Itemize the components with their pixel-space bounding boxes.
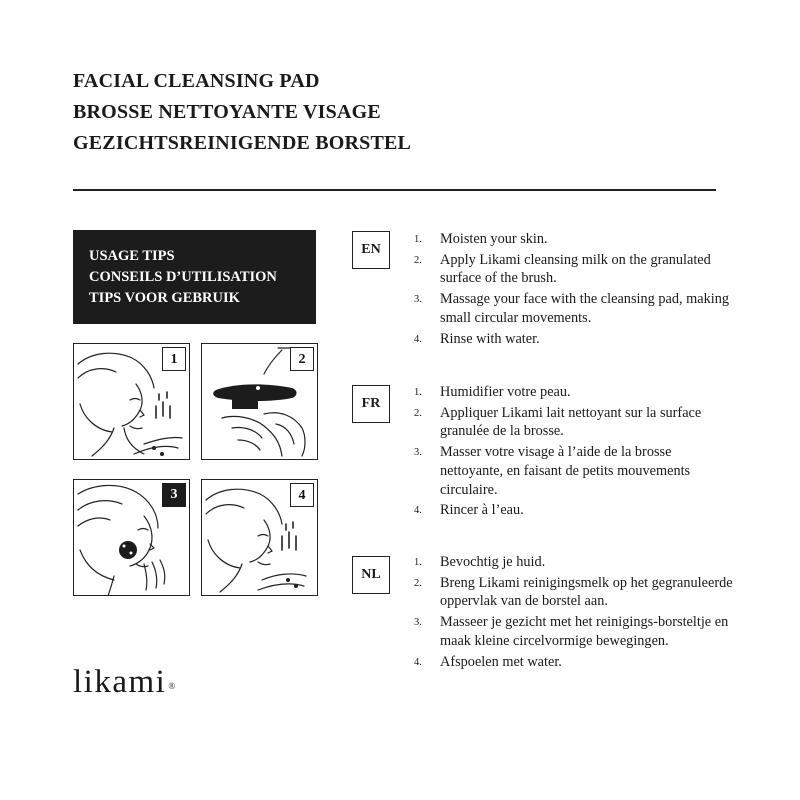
step-number-badge: 4 [290,483,314,507]
steps-list-en [414,230,734,350]
step-illustration-1 [73,343,190,460]
step-number-badge: 3 [162,483,186,507]
usage-tips-box [73,230,316,324]
list-item: 4. Afspoelen met water. [414,653,562,670]
list-item: 4. Rincer à l’eau. [414,502,524,519]
language-code-en: EN [352,231,390,269]
list-item: 3. Masseer je gezicht met het reinigings-borsteltje en maak kleine circelvormige bewegingen. [414,614,729,649]
usage-tips-nl: TIPS VOOR GEBRUIK [89,290,240,306]
list-item: 3. Massage your face with the cleansing pad, making small circular movements. [414,291,730,326]
step-number-badge: 2 [290,347,314,371]
language-code-nl: NL [352,556,390,594]
list-item: 1. Humidifier votre peau. [414,384,571,400]
list-item: 1. Moisten your skin. [414,231,548,247]
document-titles [73,66,411,159]
list-item: 3. Masser votre visage à l’aide de la brosse nettoyante, en faisant de petits mouvements circulaire. [414,444,691,498]
title-fr: BROSSE NETTOYANTE VISAGE [73,101,381,123]
step-number-badge: 1 [162,347,186,371]
title-divider [73,189,716,191]
list-item: 2. Breng Likami reinigingsmelk op het gegranuleerde oppervlak van de borstel aan. [414,574,733,610]
step-illustration-2 [201,343,318,460]
usage-tips-fr: CONSEILS D’UTILISATION [89,269,277,285]
title-nl: GEZICHTSREINIGENDE BORSTEL [73,132,412,154]
usage-tips-en: USAGE TIPS [89,248,175,264]
step-illustration-3 [73,479,190,596]
steps-list-fr [414,383,734,522]
steps-list-nl [414,553,734,673]
likami-logo [73,662,175,706]
language-code-fr: FR [352,385,390,423]
registered-mark: ® [168,681,176,691]
list-item: 1. Bevochtig je huid. [414,554,546,570]
list-item: 2. Appliquer Likami lait nettoyant sur la surface granulée de la brosse. [414,404,702,440]
list-item: 2. Apply Likami cleansing milk on the granulated surface of the brush. [414,251,711,287]
step-illustration-4 [201,479,318,596]
title-en: FACIAL CLEANSING PAD [73,70,320,92]
list-item: 4. Rinse with water. [414,330,540,347]
logo-text: likami [73,664,167,700]
